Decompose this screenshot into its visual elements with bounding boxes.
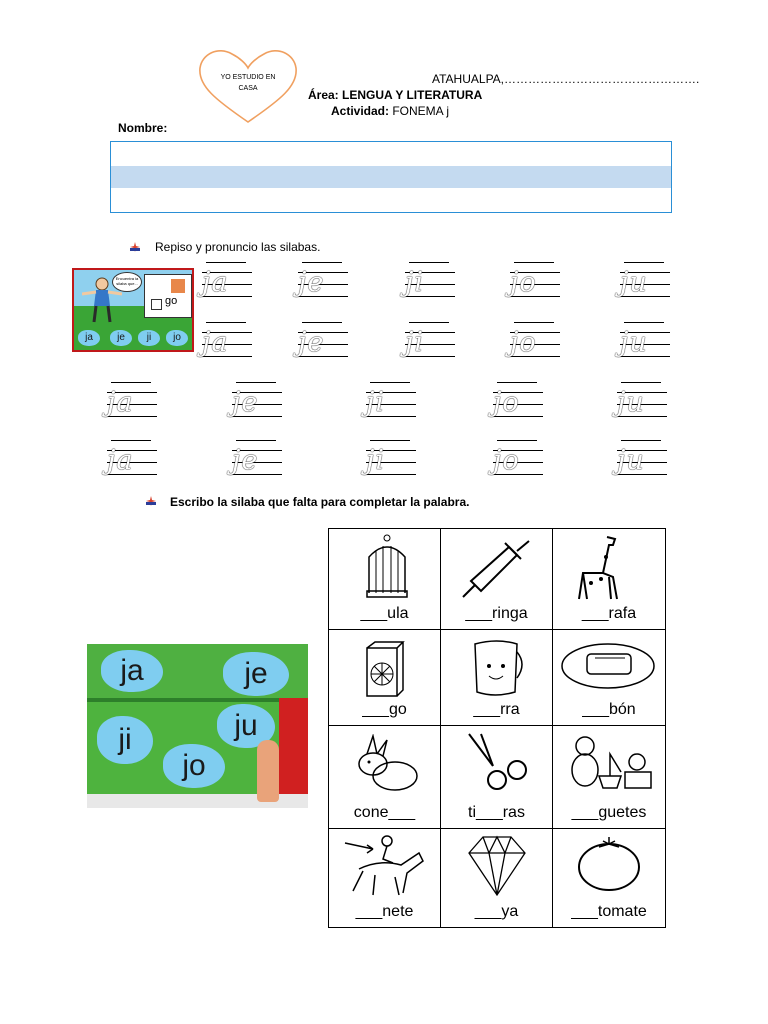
grid-cell: [329, 529, 441, 630]
tracing-box[interactable]: [298, 262, 348, 306]
tracing-box[interactable]: [232, 440, 282, 484]
tracing-syllable: ja: [202, 327, 229, 358]
bullet-icon: [130, 242, 140, 252]
tracing-syllable: ji: [366, 387, 386, 418]
guide-line: [409, 322, 449, 323]
syringe-icon: [459, 539, 535, 599]
guide-line: [236, 440, 276, 441]
word-text: ___nete: [355, 903, 414, 920]
guide-line: [621, 382, 661, 383]
jockey-icon: [339, 833, 431, 897]
tracing-syllable: jo: [510, 327, 537, 358]
tracing-box[interactable]: [620, 262, 670, 306]
tracing-box[interactable]: [202, 322, 252, 366]
word-text: ___rafa: [581, 605, 637, 622]
tracing-syllable: je: [298, 327, 325, 358]
tracing-box[interactable]: [510, 322, 560, 366]
blob-ja: ja: [101, 650, 163, 692]
tracing-syllable: jo: [493, 445, 520, 476]
tracing-box[interactable]: [493, 440, 543, 484]
word-text: ___ringa: [465, 605, 528, 622]
blob-jo: jo: [166, 330, 188, 346]
grid-cell: [441, 630, 553, 726]
tracing-box[interactable]: [617, 382, 667, 426]
guide-line: [497, 382, 537, 383]
soap-icon: [559, 640, 657, 692]
tracing-box[interactable]: [298, 322, 348, 366]
diamond-icon: [465, 833, 529, 897]
grid-cell: [553, 529, 665, 630]
tracing-syllable: ju: [617, 445, 645, 476]
giraffe-icon: [573, 533, 629, 601]
tracing-syllable: ju: [620, 327, 648, 358]
tracing-box[interactable]: [510, 262, 560, 306]
word-text: ti___ras: [468, 804, 525, 821]
activity-value: FONEMA j: [392, 104, 450, 118]
grid-cell: [441, 726, 553, 829]
blob-jo: jo: [163, 744, 225, 788]
tracing-box[interactable]: [617, 440, 667, 484]
finger-icon: [257, 740, 279, 802]
guide-line: [409, 262, 449, 263]
guide-line: [236, 382, 276, 383]
school-name: ATAHUALPA,………………………………………….: [432, 72, 700, 86]
word-text: ___ya: [474, 903, 519, 920]
tracing-box[interactable]: [107, 440, 157, 484]
heart-text: YO ESTUDIO EN CASA: [220, 74, 276, 92]
birdcage-icon: [365, 533, 409, 601]
tracing-syllable: ji: [405, 327, 425, 358]
grid-cell: [553, 630, 665, 726]
tracing-box[interactable]: [366, 440, 416, 484]
guide-line: [206, 262, 246, 263]
grid-cell: [329, 630, 441, 726]
name-label: Nombre:: [118, 121, 168, 135]
word-text: ___tomate: [571, 903, 647, 920]
tracing-box[interactable]: [493, 382, 543, 426]
grid-cell: [441, 829, 553, 927]
tracing-box[interactable]: [620, 322, 670, 366]
syllable-game-image: [72, 268, 194, 352]
tracing-syllable: ji: [405, 267, 425, 298]
blob-ju: ju: [217, 704, 275, 748]
guide-line: [621, 440, 661, 441]
word-text: ___ula: [360, 605, 409, 622]
tracing-syllable: ja: [202, 267, 229, 298]
guide-line: [302, 262, 342, 263]
tracing-syllable: ju: [620, 267, 648, 298]
tracing-syllable: je: [232, 387, 259, 418]
grid-cell: [329, 829, 441, 927]
guide-line: [111, 440, 151, 441]
guide-line: [370, 440, 410, 441]
word-text: ___rra: [473, 701, 520, 718]
tracing-syllable: je: [232, 445, 259, 476]
area-value: LENGUA Y LITERATURA: [342, 88, 483, 102]
toys-icon: [563, 732, 655, 794]
tracing-box[interactable]: [405, 262, 455, 306]
speech-bubble: Encuentra la silaba que...: [112, 272, 142, 292]
rabbit-icon: [343, 734, 423, 794]
tracing-box[interactable]: [405, 322, 455, 366]
blob-je: je: [223, 652, 289, 696]
tracing-box[interactable]: [366, 382, 416, 426]
bullet-icon: [146, 496, 156, 506]
blob-je: je: [110, 330, 132, 346]
guide-line: [370, 382, 410, 383]
tracing-syllable: ja: [107, 445, 134, 476]
guide-line: [206, 322, 246, 323]
guide-line: [111, 382, 151, 383]
activity-line: [331, 104, 449, 118]
guide-line: [624, 262, 664, 263]
guide-line: [514, 262, 554, 263]
grid-cell: [553, 829, 665, 927]
area-label: Área:: [308, 88, 343, 102]
word-text: cone___: [353, 804, 416, 821]
grid-cell: [553, 726, 665, 829]
instruction-2: Escribo la silaba que falta para completar la palabra.: [170, 495, 470, 509]
guide-line: [514, 322, 554, 323]
tracing-syllable: jo: [510, 267, 537, 298]
word-grid: [328, 528, 666, 928]
tracing-syllable: ju: [617, 387, 645, 418]
word-text: ___bón: [582, 701, 636, 718]
guide-line: [497, 440, 537, 441]
name-field[interactable]: [110, 141, 672, 213]
word-text: ___go: [362, 701, 407, 718]
pitcher-icon: [467, 636, 527, 698]
name-field-band: [111, 166, 671, 188]
tracing-syllable: je: [298, 267, 325, 298]
blob-ja: ja: [78, 330, 100, 346]
tomato-icon: [575, 835, 643, 893]
guide-line: [624, 322, 664, 323]
tracing-syllable: ji: [366, 445, 386, 476]
juice-box-icon: [359, 638, 409, 698]
activity-label: Actividad:: [331, 104, 393, 118]
tracing-box[interactable]: [202, 262, 252, 306]
word-text: ___guetes: [571, 804, 647, 821]
word-card-text: go: [165, 295, 178, 307]
tracing-box[interactable]: [107, 382, 157, 426]
area-line: [308, 88, 482, 102]
blob-ji: ji: [97, 716, 153, 764]
tracing-syllable: ja: [107, 387, 134, 418]
blob-ji: ji: [138, 330, 160, 346]
guide-line: [302, 322, 342, 323]
scissors-icon: [463, 732, 529, 794]
grid-cell: [441, 529, 553, 630]
tracing-box[interactable]: [232, 382, 282, 426]
grid-cell: [329, 726, 441, 829]
word-card: [144, 274, 192, 318]
tracing-syllable: jo: [493, 387, 520, 418]
syllable-blobs-image: [87, 644, 308, 808]
instruction-1: Repiso y pronuncio las silabas.: [155, 240, 321, 254]
